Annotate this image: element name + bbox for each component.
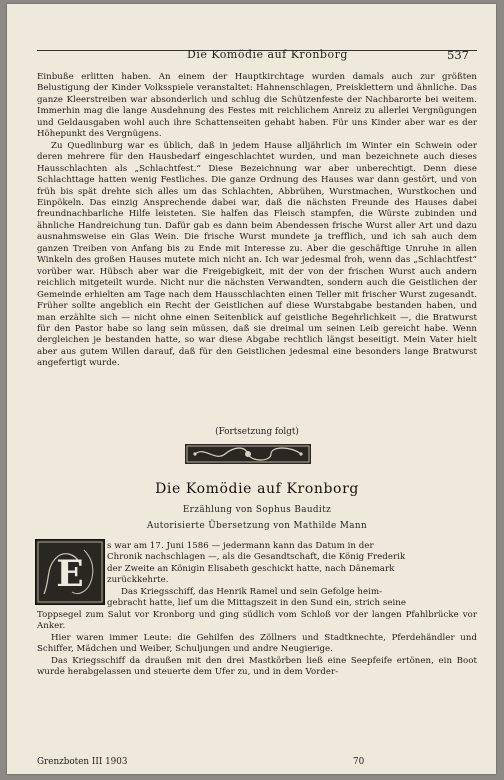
story-line: zurückkehrte. <box>107 575 169 586</box>
paragraph: Einbuße erlitten haben. An einem der Hauptkirchtage wurden damals auch zur größten Belustigung der Kinder Volksspiele veranstaltet: Hahnenschlagen, Preisklettern und ähnliche. Das ganze Kleerstreiben war absonderlich und schlug die Schützenfeste der Nachbarorte bei weitem. Immerhin mag die lange Ausdehnung des Festes mit reichlichem Anreiz zu allerlei Vergnügungen und Geldausgaben wohl auch ihre Schattenseiten gehabt haben. Für uns Kinder aber war es der Höhepunkt des Vergnügens. <box>37 72 477 140</box>
book-page <box>7 4 496 774</box>
story-line: der Zweite an Königin Elisabeth geschickt hatte, nach Dänemark <box>107 563 395 574</box>
continuation-note: (Fortsetzung folgt) <box>215 427 299 437</box>
signature-number: 70 <box>353 757 365 767</box>
story-subtitle: Erzählung von Sophus Bauditz <box>182 505 332 515</box>
article-continuation <box>37 72 477 370</box>
running-title: Die Komödie auf Kronborg <box>187 48 348 61</box>
paragraph: Hier waren immer Leute: die Gehilfen des Zöllners und Stadtknechte, Pferdehändler und Schiffer, Mädchen und Weiber, Schuljungen und andre Neugierige. <box>37 632 477 655</box>
journal-signature: Grenzboten III 1903 <box>37 757 128 767</box>
drop-cap-letter: E <box>56 553 84 595</box>
page-number: 537 <box>447 48 469 62</box>
paragraph: Zu Quedlinburg war es üblich, daß in jedem Hause alljährlich im Winter ein Schwein oder deren mehrere für den Hausbedarf eingeschlachtet wurden, und man bezeichnete auch dieses Hausschlachten als „Schlachtfest.“ Diese Bezeichnung war aber unberechtigt. Denn diese Schlachttage hatten wenig Festliches. Die ganze Ordnung des Hauses war dann gestört, und von früh bis spät drehte sich alles um das Schlachten, Abbrühen, Wurstmachen, Wurstkochen und Einpökeln. Das einzig Ansprechende dabei war, daß die nächsten Freunde des Hauses dabei freundnachbarliche Hilfe leisteten. Sie halfen das Fleisch stampfen, die Würste zubinden und ähnliche Handreichung tun. Dafür gab es dann beim Abendessen frische Wurst aller Art und dazu ausnahmsweise ein Glas Wein. Die frische Wurst mundete ja trefflich, und ich sah auch dem ganzen Treiben von Anfang bis zu Ende mit Interesse zu. Aber die geschäftige Unruhe in allen Winkeln des großen Hauses mutete mich nicht an. Ich war jedesmal froh, wenn das „Schlachtfest“ vorüber war. Hübsch aber war die Freigebigkeit, mit der von der frischen Wurst auch andern reichlich mitgeteilt wurde. Nicht nur die nächsten Verwandten, sondern auch die Geistlichen der Gemeinde erhielten am Tage nach dem Hausschlachten einen Teller mit frischer Wurst zugesandt. Früher sollte angeblich ein Recht der Geistlichen auf diese Wurstabgabe bestanden haben, und man erzählte sich — nicht ohne einen Seitenblick auf geistliche Begehrlichkeit —, die Bratwurst für den Pastor habe so lang sein müssen, daß sie dreimal um seinen Leib gereicht habe. Wenn dergleichen je bestanden hatte, so war diese Abgabe rechtlich längst beseitigt. Mein Vater hielt aber aus gutem Willen darauf, daß für den Geistlichen jedesmal eine besonders lange Bratwurst angefertigt wurde. <box>37 140 477 369</box>
translation-note: Autorisierte Übersetzung von Mathilde Mann <box>146 521 368 531</box>
story-line: Chronik nachschlagen —, als die Gesandtschaft, die König Frederik <box>107 552 406 563</box>
ornament-divider-icon <box>185 444 311 464</box>
paragraph: Toppsegel zum Salut vor Kronborg und ging südlich vom Schloß vor der langen Pfahlbrücke vor Anker. <box>37 609 477 632</box>
story-line: gebracht hatte, lief um die Mittagszeit in den Sund ein, strich seine <box>107 598 406 609</box>
running-header <box>37 48 477 62</box>
story-line: s war am 17. Juni 1586 — jedermann kann das Datum in der <box>107 541 374 551</box>
story-body <box>37 541 477 678</box>
paragraph: Das Kriegsschiff da draußen mit den drei Mastkörben ließ eine Seepfeife ertönen, ein Boot wurde herabgelassen und steuerte dem Ufer zu, und in dem Vorder- <box>37 655 477 677</box>
story-line: Das Kriegsschiff, das Henrik Ramel und sein Gefolge heim- <box>121 586 383 597</box>
story-title: Die Komödie auf Kronborg <box>155 481 359 497</box>
